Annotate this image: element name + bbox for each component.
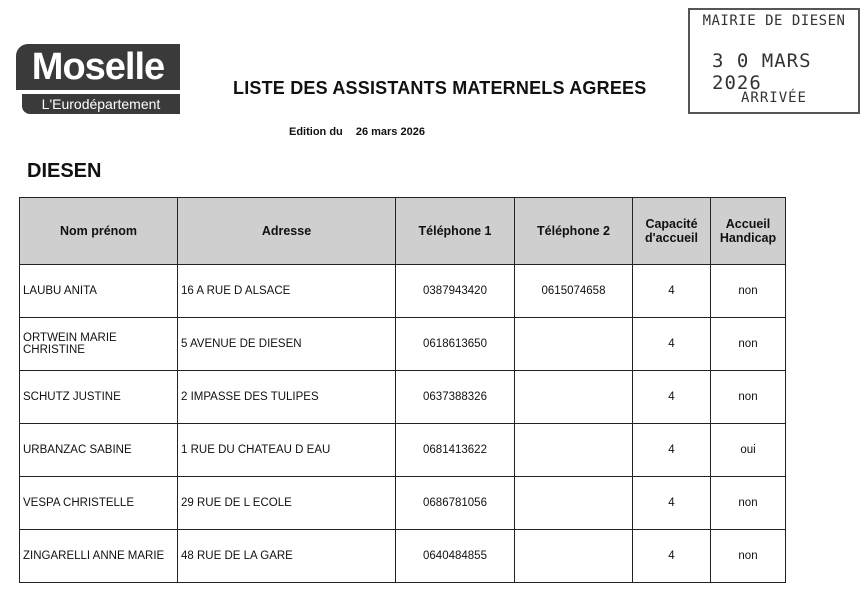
table-row [20,265,786,318]
table-row [20,477,786,530]
cell-tel1: 0681413622 [396,424,515,477]
received-stamp [688,8,860,114]
cell-capacite: 4 [633,318,711,371]
commune-heading: DIESEN [27,160,102,182]
cell-capacite: 4 [633,530,711,583]
table-header-row [20,198,786,265]
cell-nom: LAUBU ANITA [20,265,178,318]
cell-adresse: 48 RUE DE LA GARE [178,530,396,583]
cell-tel1: 0387943420 [396,265,515,318]
cell-adresse: 1 RUE DU CHATEAU D EAU [178,424,396,477]
cell-handicap: non [711,318,786,371]
cell-adresse: 2 IMPASSE DES TULIPES [178,371,396,424]
stamp-arrivee: ARRIVÉE [740,90,807,106]
table-row [20,530,786,583]
cell-tel1: 0640484855 [396,530,515,583]
page-title: LISTE DES ASSISTANTS MATERNELS AGREES [233,78,647,98]
logo-wordmark: Moselle [16,44,180,90]
edition-line [289,126,425,138]
cell-handicap: non [711,371,786,424]
cell-handicap: non [711,530,786,583]
cell-tel1: 0618613650 [396,318,515,371]
moselle-logo [16,44,180,118]
cell-handicap: oui [711,424,786,477]
cell-capacite: 4 [633,424,711,477]
stamp-date: 3 0 MARS 2026 [712,50,812,94]
header-telephone-1: Téléphone 1 [396,198,515,265]
table-row [20,371,786,424]
cell-handicap: non [711,477,786,530]
cell-nom: ZINGARELLI ANNE MARIE [20,530,178,583]
table-row [20,318,786,371]
cell-tel2 [515,530,633,583]
cell-nom: VESPA CHRISTELLE [20,477,178,530]
cell-tel1: 0686781056 [396,477,515,530]
header-adresse: Adresse [178,198,396,265]
cell-adresse: 5 AVENUE DE DIESEN [178,318,396,371]
cell-tel1: 0637388326 [396,371,515,424]
header-telephone-2: Téléphone 2 [515,198,633,265]
cell-tel2 [515,318,633,371]
cell-adresse: 29 RUE DE L ECOLE [178,477,396,530]
cell-handicap: non [711,265,786,318]
header-handicap: Accueil Handicap [711,198,786,265]
edition-date: 26 mars 2026 [355,126,425,138]
edition-label: Edition du [289,126,343,138]
cell-nom: SCHUTZ JUSTINE [20,371,178,424]
logo-tagline: L'Eurodépartement [22,94,180,114]
cell-tel2: 0615074658 [515,265,633,318]
cell-capacite: 4 [633,477,711,530]
stamp-mairie: MAIRIE DE DIESEN [702,13,846,29]
cell-tel2 [515,424,633,477]
cell-tel2 [515,371,633,424]
cell-capacite: 4 [633,265,711,318]
cell-tel2 [515,477,633,530]
cell-capacite: 4 [633,371,711,424]
assistants-table [19,197,786,583]
cell-adresse: 16 A RUE D ALSACE [178,265,396,318]
cell-nom: URBANZAC SABINE [20,424,178,477]
header-nom: Nom prénom [20,198,178,265]
table-row [20,424,786,477]
cell-nom: ORTWEIN MARIE CHRISTINE [20,318,178,371]
header-capacite: Capacité d'accueil [633,198,711,265]
